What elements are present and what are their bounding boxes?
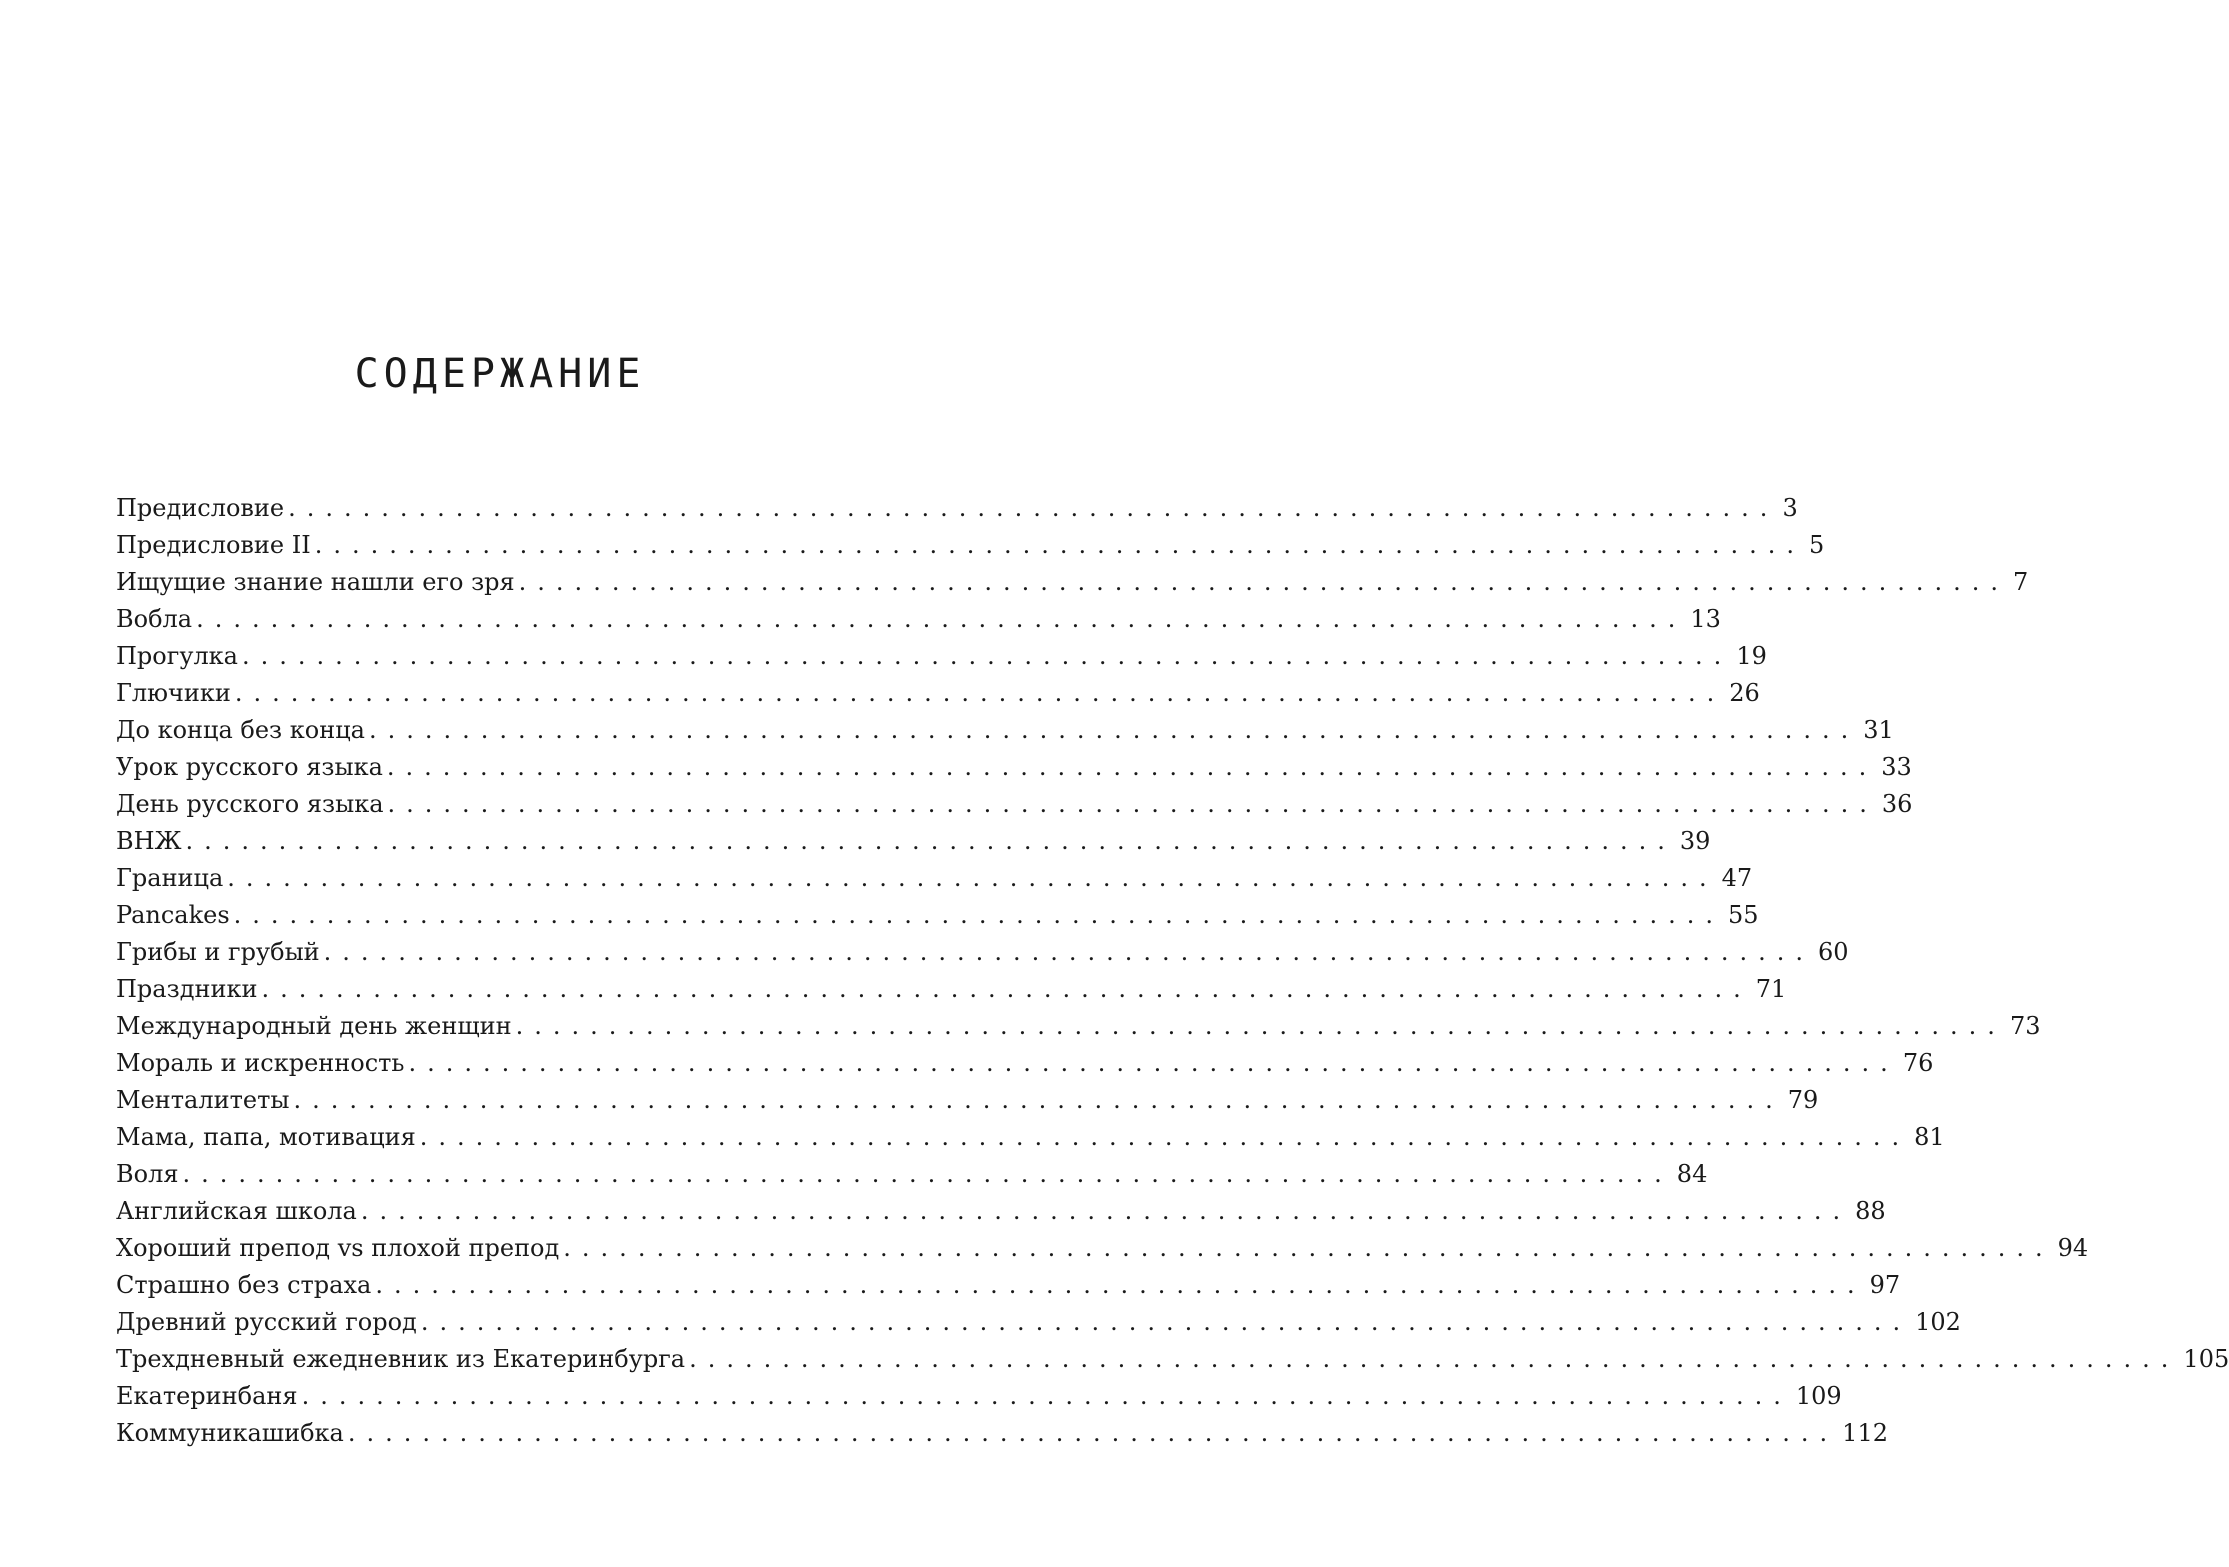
toc-entry[interactable]	[116, 1193, 1886, 1230]
toc-leader-dots: ................................................................................	[563, 1234, 2054, 1262]
toc-entry[interactable]	[116, 1008, 2041, 1045]
toc-entry[interactable]	[116, 490, 1798, 527]
toc-entry[interactable]	[116, 638, 1767, 675]
toc-entry-page: 97	[1869, 1271, 1901, 1299]
toc-entry-page: 31	[1863, 716, 1894, 744]
toc-leader-dots: ................................................................................	[375, 1271, 1866, 1299]
toc-entry-page: 76	[1902, 1049, 1934, 1077]
toc-entry-title: Мораль и искренность	[116, 1049, 405, 1077]
toc-entry[interactable]	[116, 1378, 1842, 1415]
toc-entry-page: 79	[1787, 1086, 1819, 1114]
toc-entry[interactable]	[116, 1341, 2229, 1378]
page-title: СОДЕРЖАНИЕ	[354, 351, 646, 397]
toc-entry-title: Глючики	[116, 679, 231, 707]
toc-entry-title: Урок русского языка	[116, 753, 383, 781]
toc-entry-page: 105	[2183, 1345, 2229, 1373]
toc-entry-page: 73	[2009, 1012, 2041, 1040]
toc-entry[interactable]	[116, 1082, 1819, 1119]
toc-leader-dots: ................................................................................	[518, 568, 2009, 596]
toc-entry-page: 5	[1809, 531, 1825, 559]
toc-entry-title: Граница	[116, 864, 224, 892]
toc-entry-title: Праздники	[116, 975, 258, 1003]
toc-entry[interactable]	[116, 1267, 1901, 1304]
toc-entry-title: Грибы и грубый	[116, 938, 320, 966]
toc-entry-page: 94	[2057, 1234, 2089, 1262]
toc-entry-page: 26	[1729, 679, 1760, 707]
toc-leader-dots: ................................................................................	[301, 1382, 1792, 1410]
toc-entry-page: 13	[1690, 605, 1721, 633]
toc-entry[interactable]	[116, 749, 1912, 786]
toc-leader-dots: ................................................................................	[233, 901, 1724, 929]
toc-entry[interactable]	[116, 786, 1913, 823]
toc-entry[interactable]	[116, 823, 1711, 860]
toc-leader-dots: ................................................................................	[182, 1160, 1673, 1188]
toc-entry-title: Английская школа	[116, 1197, 357, 1225]
toc-leader-dots: ................................................................................	[196, 605, 1687, 633]
toc-entry-page: 3	[1782, 494, 1798, 522]
toc-entry-title: До конца без конца	[116, 716, 365, 744]
toc-entry-title: Древний русский город	[116, 1308, 417, 1336]
toc-entry[interactable]	[116, 897, 1759, 934]
toc-entry-title: Ищущие знание нашли его зря	[116, 568, 515, 596]
toc-entry-page: 81	[1914, 1123, 1945, 1151]
toc-leader-dots: ................................................................................	[368, 716, 1860, 744]
table-of-contents	[116, 490, 2229, 1452]
toc-leader-dots: ................................................................................	[420, 1308, 1912, 1336]
toc-entry-page: 36	[1881, 790, 1913, 818]
toc-entry-title: Вобла	[116, 605, 193, 633]
toc-leader-dots: ................................................................................	[360, 1197, 1852, 1225]
toc-leader-dots: ................................................................................	[323, 938, 1814, 966]
toc-leader-dots: ................................................................................	[515, 1012, 2006, 1040]
toc-entry-title: Предисловие	[116, 494, 285, 522]
toc-entry-page: 112	[1842, 1419, 1888, 1447]
toc-entry[interactable]	[116, 1304, 1961, 1341]
toc-entry[interactable]	[116, 1415, 1888, 1452]
toc-entry[interactable]	[116, 934, 1849, 971]
toc-leader-dots: ................................................................................	[261, 975, 1752, 1003]
toc-leader-dots: ................................................................................	[227, 864, 1718, 892]
toc-entry-title: Менталитеты	[116, 1086, 290, 1114]
toc-entry[interactable]	[116, 1045, 1934, 1082]
toc-entry[interactable]	[116, 1230, 2089, 1267]
toc-leader-dots: ................................................................................	[288, 494, 1779, 522]
toc-entry-title: Трехдневный ежедневник из Екатеринбурга	[116, 1345, 686, 1373]
toc-leader-dots: ................................................................................	[689, 1345, 2180, 1373]
toc-entry-page: 55	[1727, 901, 1759, 929]
toc-leader-dots: ................................................................................	[242, 642, 1733, 670]
toc-entry-title: Предисловие II	[116, 531, 311, 559]
toc-entry[interactable]	[116, 527, 1825, 564]
toc-entry-title: Коммуникашибка	[116, 1419, 344, 1447]
toc-entry-title: Pancakes	[116, 901, 230, 929]
toc-leader-dots: ................................................................................	[234, 679, 1726, 707]
toc-entry-title: Хороший препод vs плохой препод	[116, 1234, 560, 1262]
toc-entry-page: 19	[1736, 642, 1767, 670]
toc-entry-title: Мама, папа, мотивация	[116, 1123, 416, 1151]
toc-entry-page: 39	[1679, 827, 1711, 855]
toc-leader-dots: ................................................................................	[185, 827, 1676, 855]
toc-entry[interactable]	[116, 971, 1787, 1008]
toc-entry-page: 109	[1795, 1382, 1842, 1410]
toc-entry[interactable]	[116, 564, 2029, 601]
toc-entry[interactable]	[116, 601, 1721, 638]
toc-entry-title: Страшно без страха	[116, 1271, 372, 1299]
toc-entry-title: ВНЖ	[116, 827, 182, 855]
toc-leader-dots: ................................................................................	[293, 1086, 1784, 1114]
toc-entry-title: День русского языка	[116, 790, 384, 818]
toc-entry-page: 88	[1855, 1197, 1886, 1225]
toc-entry[interactable]	[116, 712, 1894, 749]
toc-entry-page: 102	[1915, 1308, 1961, 1336]
toc-leader-dots: ................................................................................	[347, 1419, 1839, 1447]
toc-entry-title: Международный день женщин	[116, 1012, 512, 1040]
toc-entry[interactable]	[116, 675, 1760, 712]
toc-entry-page: 47	[1721, 864, 1753, 892]
toc-entry-title: Воля	[116, 1160, 179, 1188]
toc-leader-dots: ................................................................................	[314, 531, 1806, 559]
toc-entry[interactable]	[116, 860, 1753, 897]
toc-leader-dots: ................................................................................	[387, 790, 1878, 818]
toc-entry-page: 84	[1676, 1160, 1708, 1188]
toc-entry-title: Прогулка	[116, 642, 238, 670]
toc-leader-dots: ................................................................................	[386, 753, 1878, 781]
toc-entry[interactable]	[116, 1156, 1708, 1193]
toc-entry-page: 71	[1755, 975, 1787, 1003]
toc-entry-page: 60	[1817, 938, 1849, 966]
toc-leader-dots: ................................................................................	[419, 1123, 1911, 1151]
toc-entry[interactable]	[116, 1119, 1945, 1156]
toc-entry-page: 7	[2012, 568, 2029, 596]
toc-entry-page: 33	[1881, 753, 1912, 781]
toc-leader-dots: ................................................................................	[408, 1049, 1899, 1077]
toc-entry-title: Екатеринбаня	[116, 1382, 298, 1410]
